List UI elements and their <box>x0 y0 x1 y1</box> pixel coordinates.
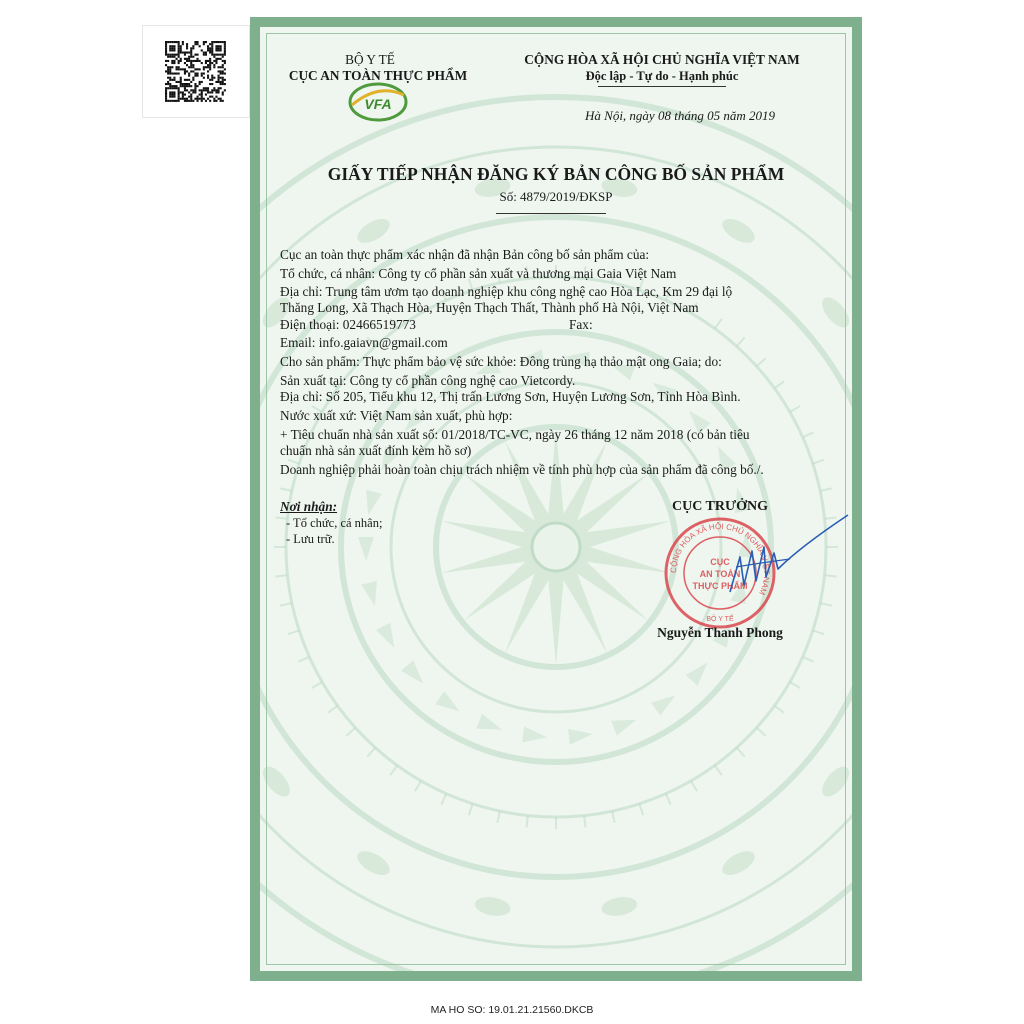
recipients-heading: Nơi nhận: <box>280 499 338 514</box>
stamp-bottom-text: BỘ Y TẾ <box>706 616 734 623</box>
document-title: GIẤY TIẾP NHẬN ĐĂNG KÝ BẢN CÔNG BỐ SẢN PHẨM <box>327 164 785 184</box>
qr-code-card <box>142 25 250 118</box>
body-line-address-1: Địa chỉ: Trung tâm ươm tạo doanh nghiệp khu công nghệ cao Hòa Lạc, Km 29 đại lộ <box>280 284 733 299</box>
recipient-item: - Tổ chức, cá nhân; <box>286 516 383 530</box>
body-line-email: Email: info.gaiavn@gmail.com <box>280 335 448 350</box>
vfa-logo-text: VFA <box>364 96 392 112</box>
vfa-logo <box>346 81 410 123</box>
country-name: CỘNG HÒA XÃ HỘI CHỦ NGHĨA VIỆT NAM <box>524 52 800 67</box>
stamp-ring-text: CỘNG HÒA XÃ HỘI CHỦ NGHĨA VIỆT NAM <box>668 521 772 597</box>
body-line-intro: Cục an toàn thực phẩm xác nhận đã nhận Bản công bố sản phẩm của: <box>280 247 650 262</box>
body-line-standard-2: chuẩn nhà sản xuất đính kèm hồ sơ) <box>280 443 472 458</box>
recipient-item: - Lưu trữ. <box>286 532 335 546</box>
body-line-origin: Nước xuất xứ: Việt Nam sản xuất, phù hợp: <box>280 408 513 423</box>
body-line-address-2: Thăng Long, Xã Thạch Hòa, Huyện Thạch Thất, Thành phố Hà Nội, Việt Nam <box>280 300 699 315</box>
certificate <box>250 17 862 981</box>
dossier-code: MA HO SO: 19.01.21.21560.DKCB <box>430 1004 594 1016</box>
body-line-phone: Điện thoại: 02466519773 <box>280 317 416 332</box>
body-line-product: Cho sản phẩm: Thực phẩm bảo vệ sức khỏe: Đông trùng hạ thảo mật ong Gaia; do: <box>280 354 722 369</box>
body-line-standard-1: + Tiêu chuẩn nhà sản xuất số: 01/2018/TC-VC, ngày 26 tháng 12 năm 2018 (có bản tiêu <box>280 427 750 442</box>
national-motto: Độc lập - Tự do - Hạnh phúc <box>585 69 739 83</box>
department-name: CỤC AN TOÀN THỰC PHẨM <box>288 68 468 83</box>
body-line-manufacturer: Sản xuất tại: Công ty cổ phần công nghệ cao Vietcordy. <box>280 373 576 388</box>
signer-title: CỤC TRƯỞNG <box>671 499 769 514</box>
title-divider <box>496 213 606 214</box>
signer-name: Nguyễn Thanh Phong <box>657 625 783 640</box>
body-line-organization: Tổ chức, cá nhân: Công ty cổ phần sản xuất và thương mại Gaia Việt Nam <box>280 266 677 281</box>
stamp-center-line: AN TOÀN <box>699 569 741 579</box>
qr-code-icon <box>161 41 231 103</box>
ministry-name: BỘ Y TẾ <box>345 52 395 67</box>
handwritten-signature <box>700 507 850 607</box>
body-line-manufacturer-address: Địa chỉ: Số 205, Tiểu khu 12, Thị trấn Lương Sơn, Huyện Lương Sơn, Tỉnh Hòa Bình. <box>280 389 741 404</box>
body-line-fax: Fax: <box>569 317 593 332</box>
issue-date: Hà Nội, ngày 08 tháng 05 năm 2019 <box>585 108 775 123</box>
document-number: Số: 4879/2019/ĐKSP <box>499 189 613 204</box>
motto-underline <box>598 86 726 87</box>
body-line-responsibility: Doanh nghiệp phải hoàn toàn chịu trách nhiệm về tính phù hợp của sản phẩm đã công bố./. <box>280 462 764 477</box>
stamp-center-line: THỰC PHẨM <box>692 581 748 591</box>
stamp-center-line: CỤC <box>710 557 730 567</box>
